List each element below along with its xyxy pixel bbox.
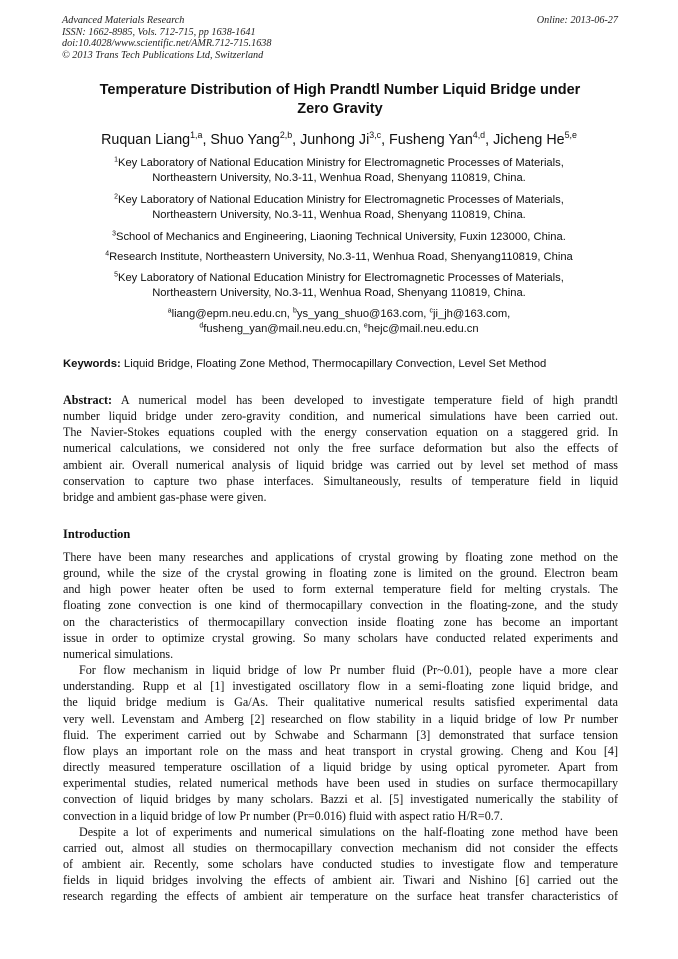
intro-line: fields in liquid bridges involving the effects of ambient air. Tiwari and Nishino [6] carried out the — [63, 873, 618, 888]
keywords — [63, 357, 619, 371]
affiliation-3 — [40, 230, 638, 245]
email-list: $^a$liang@epm.neu.edu.cn, $^b$ys_yang_shuo@163.com, $^c$ji_jh@163.com, $^d$fusheng_yan@mail.neu.edu.cn, $^e$hejc@mail.neu.edu.cn — [167, 307, 511, 335]
online-date: Online: 2013-06-27 — [536, 15, 618, 26]
intro-line: very well. Levenstam and Amberg [2] researched on flow stability in a liquid bridge of low Pr number — [63, 711, 618, 726]
abstract-label: Abstract: — [63, 393, 113, 407]
author-name: Junhong Ji — [300, 132, 370, 148]
affiliation-1 — [40, 156, 638, 185]
author-sup: 2,b — [279, 130, 293, 141]
aff-line: Northeastern University, No.3-11, Wenhua Road, Shenyang 110819, China. — [152, 286, 526, 299]
intro-line: research regarding the effects of ambient air temperature on the surface heat transfer characteristics of — [63, 889, 618, 904]
author-sup: 4,d — [472, 130, 486, 141]
email-a[interactable]: liang@epm.neu.edu.cn, — [171, 308, 290, 320]
aff-num: 4 — [105, 250, 110, 258]
intro-line: of ambient air. Recently, some scholars have conducted studies to investigate flow and temperature — [63, 856, 618, 871]
intro-line: carried out, almost all studies on thermocapillary convection mechanism did not consider the effects — [63, 840, 618, 855]
aff-line: Key Laboratory of National Education Ministry for Electromagnetic Processes of Materials, — [118, 272, 564, 284]
doi: doi:10.4028/www.scientific.net/AMR.712-715.1638 — [62, 38, 272, 50]
affiliation-2 — [40, 193, 638, 222]
aff-num: 1 — [114, 156, 118, 164]
intro-line: on the characteristics of thermocapillary convection inside floating zone has become an important — [63, 614, 618, 629]
paper-title — [62, 81, 618, 119]
email-e[interactable]: hejc@mail.neu.edu.cn — [367, 322, 479, 335]
aff-num: 3 — [112, 230, 116, 238]
abstract-line: ambient air. Overall numerical analysis of liquid bridge was carried out by level set method of mass — [63, 457, 618, 472]
copyright: © 2013 Trans Tech Publications Ltd, Switzerland — [62, 49, 264, 61]
author-name: Jicheng He — [493, 132, 565, 148]
intro-line: fluid. The experiment carried out by Schwabe and Scharmann [3] demonstrated that surface tension — [63, 727, 618, 742]
author-name: Ruquan Liang — [101, 132, 191, 148]
keywords-text: Liquid Bridge, Floating Zone Method, Thermocapillary Convection, Level Set Method — [123, 358, 547, 370]
affiliation-4 — [40, 250, 638, 265]
title-line: Zero Gravity — [297, 101, 383, 117]
intro-line: and high power heater often be used to form external temperature field for melting crystals. The — [63, 582, 618, 597]
abstract-line: numerical calculations, we considered not only the free surface deformation but also the effects of — [63, 441, 618, 456]
affiliation-5 — [40, 271, 638, 300]
section-heading: Introduction — [63, 527, 131, 541]
author-name: Shuo Yang — [210, 132, 280, 148]
title-line: Temperature Distribution of High Prandtl Number Liquid Bridge under — [99, 82, 581, 98]
journal-name: Advanced Materials Research — [62, 15, 185, 26]
journal-header — [62, 15, 618, 61]
abstract-line: The Navier-Stokes equations coupled with the energy conservation equation on a staggered grid. In — [63, 425, 618, 440]
intro-line: convection of liquid bridges by many scholars. Bazzi et al. [5] investigated numerically the stability of — [63, 792, 618, 807]
abstract — [63, 392, 618, 505]
author-sup: 3,c — [369, 130, 382, 141]
intro-line: numerical simulations. — [63, 646, 174, 661]
abstract-line: conservation to capture two phase interfaces. Simultaneously, results of temperature field in liquid — [63, 473, 618, 488]
intro-line: convection in a liquid bridge of low Pr number (Pr=0.016) fluid with aspect ratio H/R=0.7. — [63, 808, 503, 823]
intro-line: experimental studies, related numerical methods have been used in studies on surface thermocapillary — [63, 776, 618, 791]
intro-line: understanding. Rupp et al [1] investigated oscillatory flow in a semi-floating zone liquid bridge, and — [63, 679, 618, 694]
intro-line: issue in order to optimize crystal growing. So many scholars have conducted related experiments and — [63, 630, 618, 645]
author-list: Ruquan Liang$^{1,a}$, Shuo Yang$^{2,b}$, Junhong Ji$^{3,c}$, Fusheng Yan$^{4,d}$, Jicheng He$^{5,e}$ — [101, 130, 577, 148]
aff-num: 2 — [114, 193, 118, 201]
intro-line: the liquid bridge medium is Ga/As. Their qualitative numerical results satisfied experimental data — [63, 695, 618, 710]
abstract-line: A numerical model has been developed to investigate temperature field of high prandtl — [112, 393, 618, 407]
email-b[interactable]: ys_yang_shuo@163.com, — [296, 308, 427, 320]
aff-line: School of Mechanics and Engineering, Liaoning Technical University, Fuxin 123000, China. — [116, 231, 566, 243]
email-d[interactable]: fusheng_yan@mail.neu.edu.cn, — [203, 322, 361, 335]
email-c[interactable]: ji_jh@163.com, — [433, 308, 511, 320]
abstract-line: number liquid bridge under zero-gravity condition, and numerical simulations have been carried out. — [63, 409, 618, 424]
intro-line: floating zone convection is one kind of thermocapillary convection in the floating-zone, and the study — [63, 598, 618, 613]
abstract-line: bridge and ambient gas-phase were given. — [63, 489, 267, 504]
introduction-body — [63, 549, 618, 904]
intro-line: flow plays an important role on the mass and heat transport in crystal growing. Cheng and Kou [4] — [63, 743, 618, 758]
aff-line: Northeastern University, No.3-11, Wenhua Road, Shenyang 110819, China. — [152, 208, 526, 221]
aff-line: Research Institute, Northeastern University, No.3-11, Wenhua Road, Shenyang110819, China — [109, 251, 573, 263]
intro-line: ground, while the size of the crystal growing in floating zone is limited on the ground. Electron beam — [63, 566, 618, 581]
author-name: Fusheng Yan — [389, 132, 473, 148]
intro-line: For flow mechanism in liquid bridge of low Pr number fluid (Pr~0.01), people have a more clear — [79, 663, 618, 678]
author-sup: 5,e — [564, 130, 577, 141]
aff-line: Key Laboratory of National Education Ministry for Electromagnetic Processes of Materials, — [118, 194, 564, 206]
issn: ISSN: 1662-8985, Vols. 712-715, pp 1638-1641 — [62, 26, 256, 38]
keywords-label: Keywords: — [63, 358, 121, 370]
intro-line: Despite a lot of experiments and numerical simulations on the half-floating zone method have been — [79, 824, 618, 839]
author-sup: 1,a — [190, 130, 203, 141]
aff-num: 5 — [114, 271, 118, 279]
intro-line: directly measured temperature oscillation of a liquid bridge by using optical pyrometer. Apart from — [63, 760, 618, 775]
intro-line: There have been many researches and applications of crystal growing by floating zone method on the — [63, 550, 618, 564]
aff-line: Northeastern University, No.3-11, Wenhua Road, Shenyang 110819, China. — [152, 171, 526, 184]
aff-line: Key Laboratory of National Education Ministry for Electromagnetic Processes of Materials, — [118, 157, 564, 169]
